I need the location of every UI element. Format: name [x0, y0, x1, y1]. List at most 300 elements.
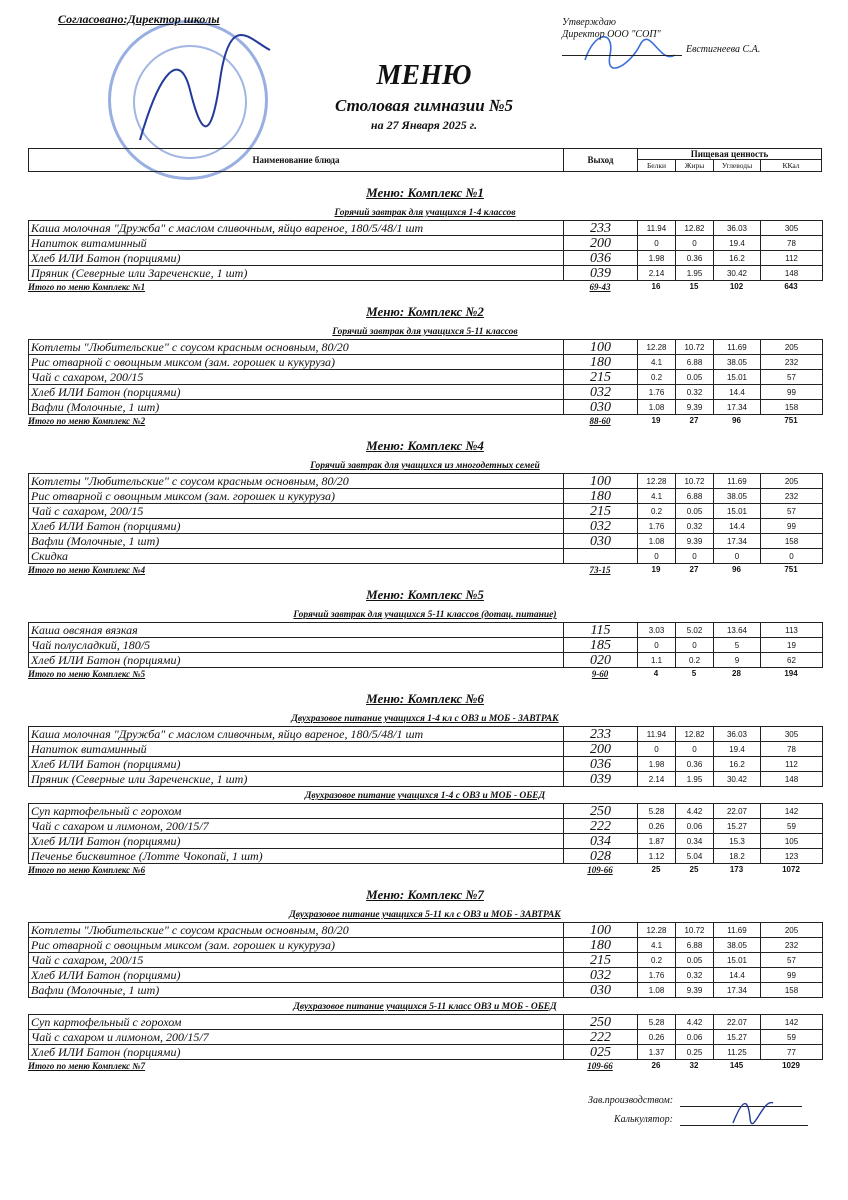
- fat-value: 1.95: [676, 266, 714, 281]
- table-row: [29, 623, 823, 638]
- dish-name: Чай с сахаром и лимоном, 200/15/7: [29, 1030, 564, 1045]
- total-yield: 88-60: [589, 416, 611, 426]
- fat-value: 6.88: [676, 938, 714, 953]
- protein-value: 1.98: [638, 251, 676, 266]
- dish-yield: 100: [564, 340, 638, 355]
- dish-name: Хлеб ИЛИ Батон (порциями): [29, 385, 564, 400]
- table-row: [29, 938, 823, 953]
- section-total: [28, 415, 822, 427]
- section-title-text: Меню: Комплекс №7: [366, 887, 484, 902]
- carbs-value: 38.05: [714, 938, 761, 953]
- table-row: [29, 968, 823, 983]
- table-row: [29, 804, 823, 819]
- group-title-text: Горячий завтрак для учащихся 5-11 классов: [332, 327, 518, 337]
- group-title-text: Горячий завтрак для учащихся из многодетных семей: [310, 461, 540, 471]
- fat-value: 0.32: [676, 385, 714, 400]
- column-yield: Выход: [564, 149, 638, 171]
- dish-yield: 020: [564, 653, 638, 668]
- group-title: [28, 323, 822, 339]
- table-row: [29, 221, 823, 236]
- protein-value: 12.28: [638, 474, 676, 489]
- dish-yield: 222: [564, 1030, 638, 1045]
- fat-value: 0: [676, 236, 714, 251]
- kcal-value: 123: [761, 849, 823, 864]
- dish-yield: 180: [564, 489, 638, 504]
- protein-value: 0.2: [638, 953, 676, 968]
- dish-yield: 030: [564, 983, 638, 998]
- carbs-value: 19.4: [714, 742, 761, 757]
- group-title: [28, 906, 822, 922]
- approval-block: [562, 17, 661, 41]
- dish-name: Чай с сахаром, 200/15: [29, 504, 564, 519]
- kcal-value: 112: [761, 757, 823, 772]
- total-fat: 32: [689, 1061, 699, 1070]
- table-row: [29, 340, 823, 355]
- kcal-value: 99: [761, 519, 823, 534]
- carbs-value: 30.42: [714, 772, 761, 787]
- dish-yield: 028: [564, 849, 638, 864]
- dish-name: Вафли (Молочные, 1 шт): [29, 400, 564, 415]
- group-title-text: Двухразовое питание учащихся 5-11 класс ОВЗ и МОБ - ОБЕД: [293, 1002, 557, 1012]
- production-head-label: Зав.производством:: [588, 1095, 674, 1106]
- protein-value: 12.28: [638, 340, 676, 355]
- kcal-value: 62: [761, 653, 823, 668]
- total-protein: 19: [651, 416, 661, 425]
- menu-section: [28, 584, 822, 680]
- column-carbs: Углеводы: [714, 160, 761, 171]
- protein-value: 1.08: [638, 983, 676, 998]
- table-row: [29, 1045, 823, 1060]
- column-fat: Жиры: [676, 160, 714, 171]
- fat-value: 0.32: [676, 968, 714, 983]
- page-title: МЕНЮ: [376, 60, 472, 91]
- fat-value: 0: [676, 742, 714, 757]
- total-label: Итого по меню Комплекс №5: [28, 669, 146, 679]
- kcal-value: 78: [761, 236, 823, 251]
- table-row: [29, 534, 823, 549]
- dish-yield: 250: [564, 804, 638, 819]
- table-row: [29, 1030, 823, 1045]
- protein-value: 1.37: [638, 1045, 676, 1060]
- fat-value: 9.39: [676, 400, 714, 415]
- table-row: [29, 849, 823, 864]
- table-row: [29, 251, 823, 266]
- carbs-value: 22.07: [714, 804, 761, 819]
- agreed-label: Согласовано:Директор школы: [58, 12, 220, 26]
- menu-table: [28, 622, 823, 668]
- total-carbs: 96: [732, 565, 741, 574]
- carbs-value: 15.27: [714, 819, 761, 834]
- carbs-value: 30.42: [714, 266, 761, 281]
- dish-yield: 034: [564, 834, 638, 849]
- dish-name: Рис отварной с овощным миксом (зам. горошек и кукуруза): [29, 938, 564, 953]
- kcal-value: 57: [761, 370, 823, 385]
- fat-value: 0.36: [676, 757, 714, 772]
- kcal-value: 205: [761, 340, 823, 355]
- group-title: [28, 998, 822, 1014]
- total-carbs: 145: [729, 1061, 744, 1070]
- dish-name: Вафли (Молочные, 1 шт): [29, 983, 564, 998]
- dish-name: Рис отварной с овощным миксом (зам. горошек и кукуруза): [29, 489, 564, 504]
- kcal-value: 59: [761, 819, 823, 834]
- table-row: [29, 489, 823, 504]
- menu-section: [28, 435, 822, 576]
- section-title: [28, 688, 822, 710]
- total-yield: 109-66: [587, 1061, 613, 1071]
- total-fat: 27: [689, 565, 699, 574]
- kcal-value: 232: [761, 938, 823, 953]
- dish-yield: 032: [564, 519, 638, 534]
- table-row: [29, 834, 823, 849]
- section-title: [28, 182, 822, 204]
- group-title: [28, 204, 822, 220]
- total-fat: 25: [689, 865, 699, 874]
- protein-value: 1.12: [638, 849, 676, 864]
- protein-value: 2.14: [638, 266, 676, 281]
- table-row: [29, 923, 823, 938]
- dish-name: Котлеты "Любительские" с соусом красным основным, 80/20: [29, 474, 564, 489]
- calculator-label: Калькулятор:: [614, 1114, 673, 1125]
- section-total: [28, 281, 822, 293]
- fat-value: 10.72: [676, 474, 714, 489]
- carbs-value: 19.4: [714, 236, 761, 251]
- section-total: [28, 864, 822, 876]
- kcal-value: 148: [761, 772, 823, 787]
- dish-yield: 032: [564, 385, 638, 400]
- menu-table: [28, 473, 823, 564]
- total-fat: 15: [689, 282, 699, 291]
- menu-section: [28, 688, 822, 876]
- dish-name: Хлеб ИЛИ Батон (порциями): [29, 834, 564, 849]
- dish-yield: 036: [564, 757, 638, 772]
- carbs-value: 16.2: [714, 251, 761, 266]
- signature-line: [562, 55, 682, 56]
- fat-value: 0.05: [676, 953, 714, 968]
- total-label: Итого по меню Комплекс №4: [28, 565, 146, 575]
- signature-line: [680, 1125, 808, 1126]
- table-row: [29, 653, 823, 668]
- dish-yield: 215: [564, 370, 638, 385]
- protein-value: 3.03: [638, 623, 676, 638]
- kcal-value: 59: [761, 1030, 823, 1045]
- table-row: [29, 638, 823, 653]
- protein-value: 0.2: [638, 370, 676, 385]
- dish-name: Чай с сахаром, 200/15: [29, 370, 564, 385]
- dish-yield: 025: [564, 1045, 638, 1060]
- kcal-value: 99: [761, 968, 823, 983]
- menu-table: [28, 339, 823, 415]
- fat-value: 0.05: [676, 504, 714, 519]
- protein-value: 5.28: [638, 804, 676, 819]
- total-kcal: 751: [784, 416, 798, 425]
- dish-name: Хлеб ИЛИ Батон (порциями): [29, 968, 564, 983]
- dish-yield: [564, 549, 638, 564]
- dish-yield: 233: [564, 727, 638, 742]
- protein-value: 2.14: [638, 772, 676, 787]
- total-yield: 73-15: [589, 565, 611, 575]
- kcal-value: 148: [761, 266, 823, 281]
- total-yield: 69-43: [589, 282, 611, 292]
- table-row: [29, 549, 823, 564]
- protein-value: 1.87: [638, 834, 676, 849]
- carbs-value: 15.01: [714, 953, 761, 968]
- protein-value: 4.1: [638, 355, 676, 370]
- dish-yield: 200: [564, 236, 638, 251]
- section-total: [28, 668, 822, 680]
- protein-value: 5.28: [638, 1015, 676, 1030]
- total-carbs: 96: [732, 416, 741, 425]
- dish-yield: 100: [564, 474, 638, 489]
- table-row: [29, 757, 823, 772]
- protein-value: 0.2: [638, 504, 676, 519]
- total-kcal: 1029: [782, 1061, 800, 1070]
- carbs-value: 38.05: [714, 355, 761, 370]
- column-kcal: ККал: [782, 161, 800, 170]
- dish-yield: 032: [564, 968, 638, 983]
- kcal-value: 99: [761, 385, 823, 400]
- dish-yield: 233: [564, 221, 638, 236]
- fat-value: 0.06: [676, 819, 714, 834]
- dish-name: Суп картофельный с горохом: [29, 1015, 564, 1030]
- section-title-text: Меню: Комплекс №6: [366, 691, 484, 706]
- kcal-value: 158: [761, 983, 823, 998]
- kcal-value: 142: [761, 1015, 823, 1030]
- table-header: [28, 148, 822, 172]
- carbs-value: 17.34: [714, 400, 761, 415]
- menu-table: [28, 922, 823, 998]
- carbs-value: 11.69: [714, 474, 761, 489]
- carbs-value: 0: [714, 549, 761, 564]
- carbs-value: 5: [714, 638, 761, 653]
- section-title-text: Меню: Комплекс №1: [366, 185, 484, 200]
- table-row: [29, 819, 823, 834]
- carbs-value: 13.64: [714, 623, 761, 638]
- dish-yield: 036: [564, 251, 638, 266]
- kcal-value: 57: [761, 504, 823, 519]
- dish-yield: 100: [564, 923, 638, 938]
- table-row: [29, 504, 823, 519]
- protein-value: 1.08: [638, 534, 676, 549]
- kcal-value: 158: [761, 400, 823, 415]
- approver-name: Евстигнеева С.А.: [686, 44, 761, 55]
- section-title-text: Меню: Комплекс №5: [366, 587, 484, 602]
- column-protein: Белки: [638, 160, 676, 171]
- section-title: [28, 301, 822, 323]
- group-title: [28, 787, 822, 803]
- fat-value: 0: [676, 638, 714, 653]
- carbs-value: 15.01: [714, 504, 761, 519]
- fat-value: 10.72: [676, 340, 714, 355]
- group-title-text: Горячий завтрак для учащихся 5-11 классов (дотац. питание): [293, 610, 557, 620]
- fat-value: 0: [676, 549, 714, 564]
- carbs-value: 15.27: [714, 1030, 761, 1045]
- table-row: [29, 400, 823, 415]
- protein-value: 1.76: [638, 519, 676, 534]
- carbs-value: 17.34: [714, 534, 761, 549]
- kcal-value: 158: [761, 534, 823, 549]
- total-kcal: 643: [784, 282, 798, 291]
- carbs-value: 11.69: [714, 923, 761, 938]
- kcal-value: 142: [761, 804, 823, 819]
- dish-yield: 215: [564, 953, 638, 968]
- column-name: Наименование блюда: [29, 149, 564, 171]
- protein-value: 12.28: [638, 923, 676, 938]
- carbs-value: 18.2: [714, 849, 761, 864]
- carbs-value: 16.2: [714, 757, 761, 772]
- kcal-value: 232: [761, 489, 823, 504]
- table-row: [29, 266, 823, 281]
- table-row: [29, 742, 823, 757]
- fat-value: 6.88: [676, 355, 714, 370]
- table-row: [29, 474, 823, 489]
- dish-name: Скидка: [29, 549, 564, 564]
- dish-name: Каша овсяная вязкая: [29, 623, 564, 638]
- menu-table: [28, 726, 823, 787]
- dish-name: Хлеб ИЛИ Батон (порциями): [29, 653, 564, 668]
- dish-name: Хлеб ИЛИ Батон (порциями): [29, 1045, 564, 1060]
- dish-name: Котлеты "Любительские" с соусом красным основным, 80/20: [29, 340, 564, 355]
- dish-yield: 180: [564, 355, 638, 370]
- kcal-value: 57: [761, 953, 823, 968]
- group-title-text: Двухразовое питание учащихся 1-4 с ОВЗ и МОБ - ОБЕД: [304, 791, 546, 801]
- table-row: [29, 519, 823, 534]
- table-row: [29, 953, 823, 968]
- section-title: [28, 884, 822, 906]
- fat-value: 4.42: [676, 804, 714, 819]
- table-row: [29, 385, 823, 400]
- protein-value: 1.76: [638, 968, 676, 983]
- dish-name: Напиток витаминный: [29, 742, 564, 757]
- carbs-value: 14.4: [714, 385, 761, 400]
- dish-yield: 185: [564, 638, 638, 653]
- table-row: [29, 355, 823, 370]
- fat-value: 5.04: [676, 849, 714, 864]
- carbs-value: 17.34: [714, 983, 761, 998]
- protein-value: 0: [638, 236, 676, 251]
- total-carbs: 173: [729, 865, 744, 874]
- dish-yield: 222: [564, 819, 638, 834]
- total-label: Итого по меню Комплекс №7: [28, 1061, 146, 1071]
- group-title: [28, 457, 822, 473]
- carbs-value: 9: [714, 653, 761, 668]
- fat-value: 0.2: [676, 653, 714, 668]
- total-carbs: 28: [732, 669, 741, 678]
- carbs-value: 22.07: [714, 1015, 761, 1030]
- dish-name: Каша молочная "Дружба" с маслом сливочным, яйцо вареное, 180/5/48/1 шт: [29, 727, 564, 742]
- protein-value: 4.1: [638, 489, 676, 504]
- fat-value: 9.39: [676, 983, 714, 998]
- fat-value: 12.82: [676, 221, 714, 236]
- carbs-value: 15.3: [714, 834, 761, 849]
- dish-name: Котлеты "Любительские" с соусом красным основным, 80/20: [29, 923, 564, 938]
- group-title-text: Двухразовое питание учащихся 1-4 кл с ОВЗ и МОБ - ЗАВТРАК: [291, 714, 559, 724]
- kcal-value: 205: [761, 474, 823, 489]
- kcal-value: 78: [761, 742, 823, 757]
- dish-yield: 039: [564, 266, 638, 281]
- total-yield: 109-66: [587, 865, 613, 875]
- section-title: [28, 584, 822, 606]
- group-title: [28, 710, 822, 726]
- total-kcal: 1072: [782, 865, 800, 874]
- table-row: [29, 1015, 823, 1030]
- menu-table: [28, 220, 823, 281]
- total-protein: 4: [653, 669, 659, 678]
- carbs-value: 14.4: [714, 968, 761, 983]
- approver-position: Директор ООО "СОП": [562, 29, 661, 40]
- fat-value: 0.34: [676, 834, 714, 849]
- total-fat: 27: [689, 416, 699, 425]
- dish-name: Рис отварной с овощным миксом (зам. горошек и кукуруза): [29, 355, 564, 370]
- protein-value: 0: [638, 638, 676, 653]
- group-title-text: Двухразовое питание учащихся 5-11 кл с ОВЗ и МОБ - ЗАВТРАК: [289, 910, 561, 920]
- table-row: [29, 983, 823, 998]
- dish-name: Чай с сахаром и лимоном, 200/15/7: [29, 819, 564, 834]
- carbs-value: 15.01: [714, 370, 761, 385]
- table-row: [29, 236, 823, 251]
- column-nutrition: Пищевая ценность: [638, 149, 821, 160]
- protein-value: 1.98: [638, 757, 676, 772]
- dish-yield: 200: [564, 742, 638, 757]
- fat-value: 0.32: [676, 519, 714, 534]
- dish-yield: 215: [564, 504, 638, 519]
- protein-value: 1.1: [638, 653, 676, 668]
- protein-value: 11.94: [638, 221, 676, 236]
- fat-value: 5.02: [676, 623, 714, 638]
- kcal-value: 232: [761, 355, 823, 370]
- director-signature: [120, 30, 280, 160]
- table-row: [29, 727, 823, 742]
- fat-value: 10.72: [676, 923, 714, 938]
- menu-date: на 27 Января 2025 г.: [370, 118, 478, 132]
- dish-name: Печенье бисквитное (Лотте Чокопай, 1 шт): [29, 849, 564, 864]
- dish-yield: 039: [564, 772, 638, 787]
- dish-yield: 030: [564, 400, 638, 415]
- kcal-value: 305: [761, 221, 823, 236]
- kcal-value: 77: [761, 1045, 823, 1060]
- table-row: [29, 772, 823, 787]
- fat-value: 6.88: [676, 489, 714, 504]
- protein-value: 0: [638, 549, 676, 564]
- protein-value: 1.08: [638, 400, 676, 415]
- dish-name: Суп картофельный с горохом: [29, 804, 564, 819]
- section-title: [28, 435, 822, 457]
- menu-content: [28, 174, 822, 1072]
- section-total: [28, 1060, 822, 1072]
- kcal-value: 19: [761, 638, 823, 653]
- page-subtitle: Столовая гимназии №5: [334, 96, 514, 115]
- protein-value: 1.76: [638, 385, 676, 400]
- dish-yield: 030: [564, 534, 638, 549]
- total-carbs: 102: [729, 282, 744, 291]
- protein-value: 0.26: [638, 1030, 676, 1045]
- dish-yield: 180: [564, 938, 638, 953]
- kcal-value: 305: [761, 727, 823, 742]
- total-label: Итого по меню Комплекс №1: [28, 282, 146, 292]
- carbs-value: 36.03: [714, 727, 761, 742]
- section-title-text: Меню: Комплекс №4: [366, 438, 484, 453]
- carbs-value: 14.4: [714, 519, 761, 534]
- carbs-value: 36.03: [714, 221, 761, 236]
- kcal-value: 105: [761, 834, 823, 849]
- total-label: Итого по меню Комплекс №2: [28, 416, 146, 426]
- dish-name: Пряник (Северные или Зареченские, 1 шт): [29, 772, 564, 787]
- total-protein: 26: [651, 1061, 661, 1070]
- kcal-value: 205: [761, 923, 823, 938]
- menu-section: [28, 182, 822, 293]
- total-protein: 16: [651, 282, 661, 291]
- total-kcal: 751: [784, 565, 798, 574]
- dish-name: Вафли (Молочные, 1 шт): [29, 534, 564, 549]
